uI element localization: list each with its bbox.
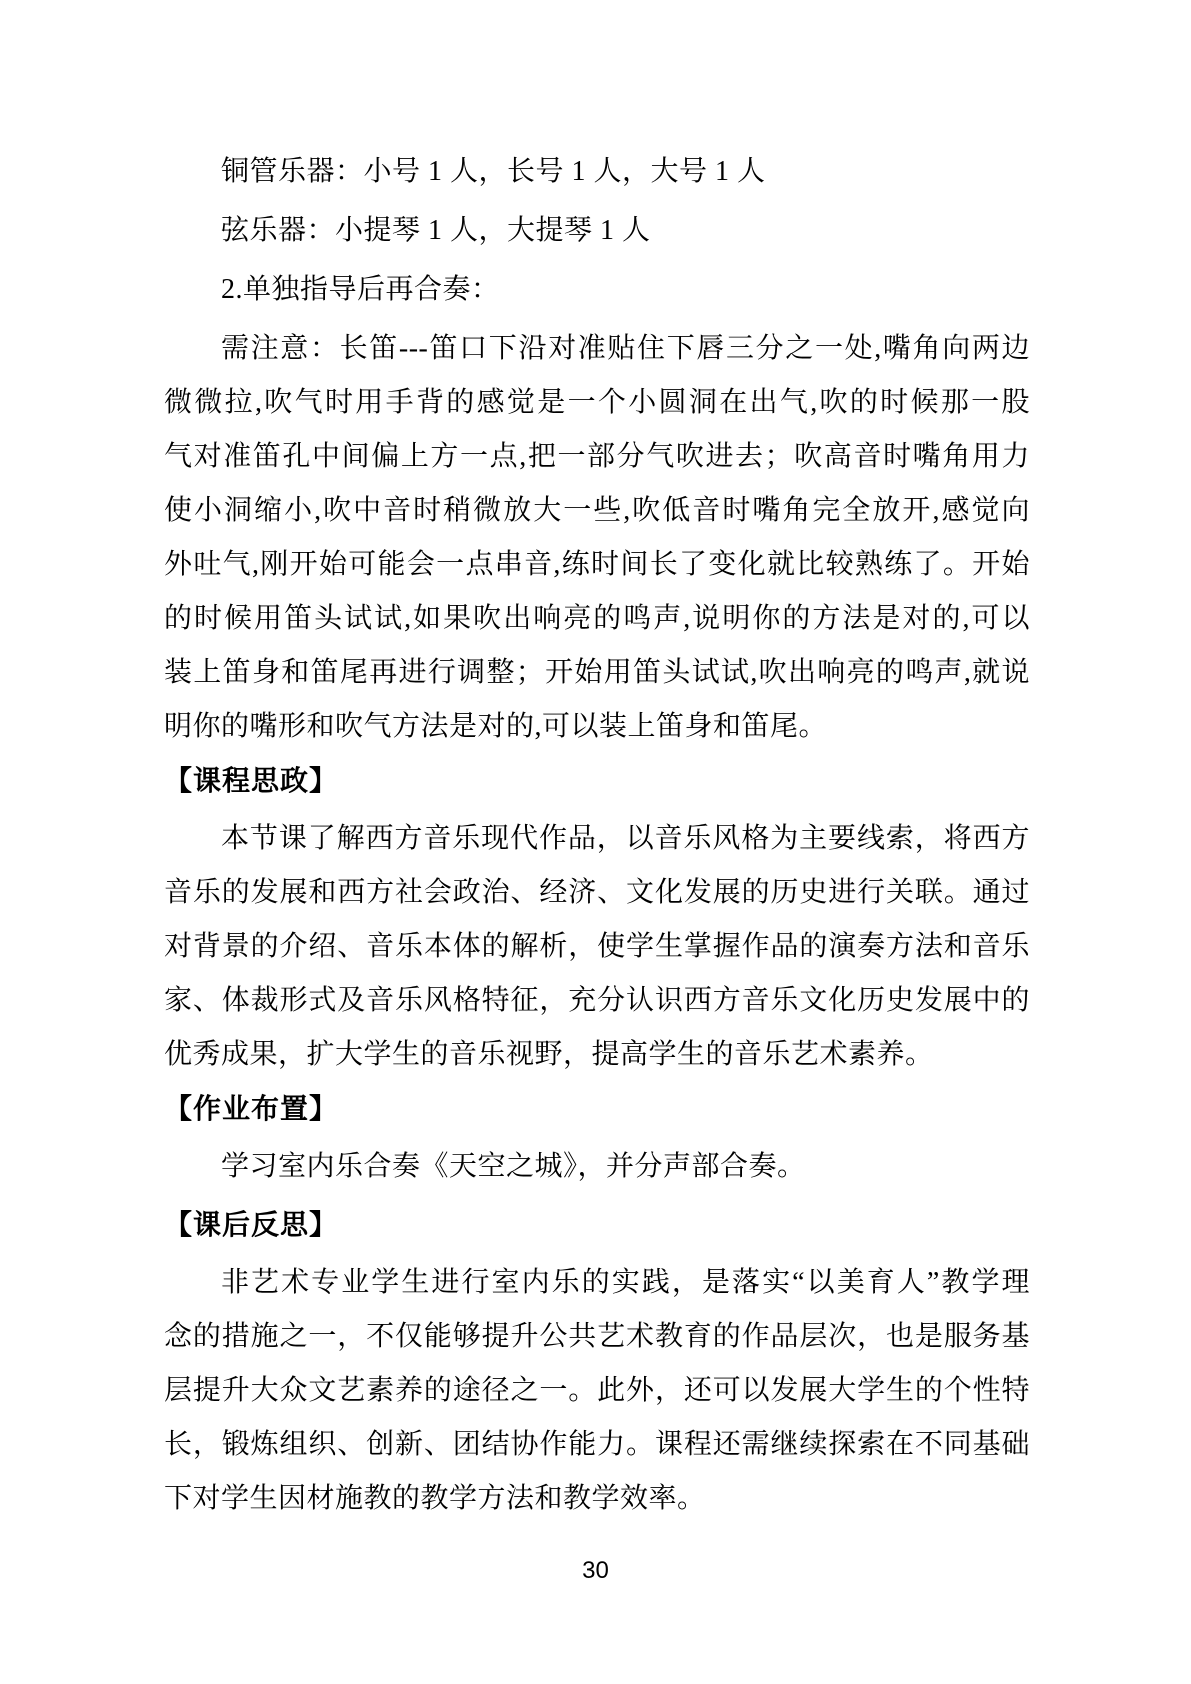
- paragraph: [164, 204, 1030, 258]
- text-line: 弦乐器：小提琴 1 人，大提琴 1 人: [221, 215, 651, 246]
- text-line: 念的措施之一，不仅能够提升公共艺术教育的作品层次，也是服务基: [164, 1321, 1030, 1352]
- section-heading: [164, 1083, 1030, 1137]
- section-heading: [164, 755, 1030, 809]
- text-line: 本节课了解西方音乐现代作品，以音乐风格为主要线索，将西方: [221, 823, 1030, 854]
- paragraph: [164, 812, 1030, 1082]
- text-line: 铜管乐器：小号 1 人，长号 1 人，大号 1 人: [221, 156, 766, 187]
- text-line: 家、体裁形式及音乐风格特征，充分认识西方音乐文化历史发展中的: [164, 985, 1030, 1016]
- paragraph: [164, 1140, 1030, 1194]
- text-line: 音乐的发展和西方社会政治、经济、文化发展的历史进行关联。通过: [164, 877, 1030, 908]
- text-line: 微微拉,吹气时用手背的感觉是一个小圆洞在出气,吹的时候那一股: [164, 387, 1030, 418]
- text-line: 下对学生因材施教的教学方法和教学效率。: [164, 1483, 706, 1514]
- paragraph: [164, 263, 1030, 317]
- section-heading: [164, 1199, 1030, 1253]
- text-line: 学习室内乐合奏《天空之城》，并分声部合奏。: [221, 1151, 806, 1182]
- page-number: 30: [582, 1557, 609, 1584]
- heading-text: 【作业布置】: [164, 1094, 339, 1125]
- text-line: 层提升大众文艺素养的途径之一。此外，还可以发展大学生的个性特: [164, 1375, 1030, 1406]
- text-line: 非艺术专业学生进行室内乐的实践，是落实“以美育人”教学理: [221, 1267, 1030, 1298]
- text-line: 外吐气,刚开始可能会一点串音,练时间长了变化就比较熟练了。开始: [164, 549, 1030, 580]
- document-body: [164, 145, 1030, 1526]
- text-line: 装上笛身和笛尾再进行调整；开始用笛头试试,吹出响亮的鸣声,就说: [164, 657, 1030, 688]
- text-line: 的时候用笛头试试,如果吹出响亮的鸣声,说明你的方法是对的,可以: [164, 603, 1030, 634]
- paragraph: [164, 145, 1030, 199]
- heading-text: 【课后反思】: [164, 1210, 339, 1241]
- paragraph: [164, 1256, 1030, 1526]
- text-line: 需注意：长笛---笛口下沿对准贴住下唇三分之一处,嘴角向两边: [221, 333, 1030, 364]
- text-line: 2.单独指导后再合奏：: [221, 274, 500, 305]
- text-line: 使小洞缩小,吹中音时稍微放大一些,吹低音时嘴角完全放开,感觉向: [164, 495, 1030, 526]
- text-line: 优秀成果，扩大学生的音乐视野，提高学生的音乐艺术素养。: [164, 1039, 934, 1070]
- text-line: 明你的嘴形和吹气方法是对的,可以装上笛身和笛尾。: [164, 711, 828, 742]
- paragraph: [164, 322, 1030, 754]
- heading-text: 【课程思政】: [164, 766, 339, 797]
- text-line: 对背景的介绍、音乐本体的解析，使学生掌握作品的演奏方法和音乐: [164, 931, 1030, 962]
- text-line: 气对准笛孔中间偏上方一点,把一部分气吹进去；吹高音时嘴角用力: [164, 441, 1030, 472]
- text-line: 长，锻炼组织、创新、团结协作能力。课程还需继续探索在不同基础: [164, 1429, 1030, 1460]
